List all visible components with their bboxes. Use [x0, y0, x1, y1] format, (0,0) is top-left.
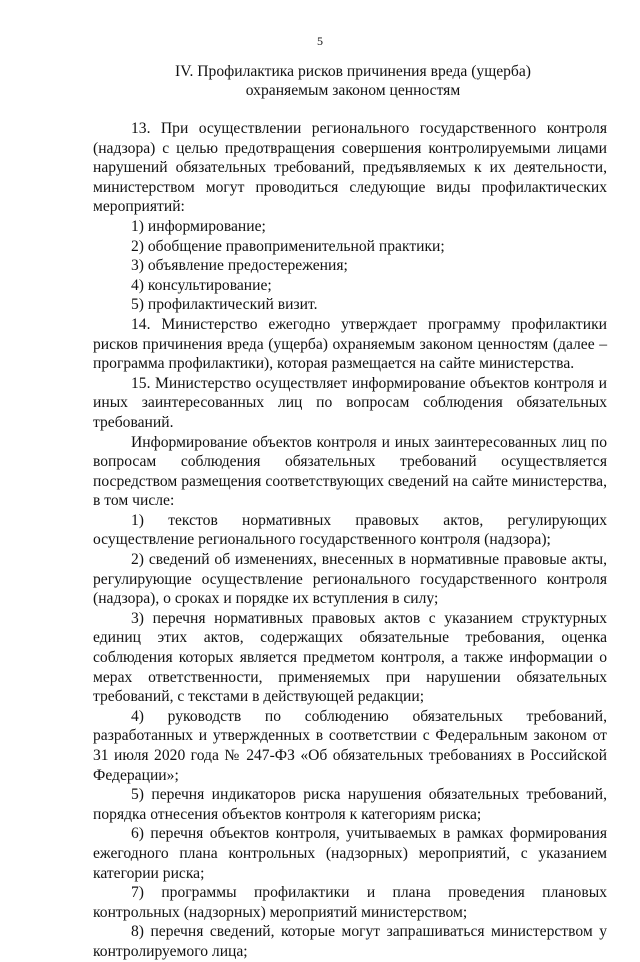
section-heading-line-2: охраняемым законом ценностям: [245, 82, 461, 99]
list-item-guidelines: 4) руководств по соблюдению обязательных требований, разработанных и утвержденных в соответствии с Федеральным законом от 31 июля 2020 года № 247-ФЗ «Об обязательных требованиях в Российской Федерации»;: [93, 707, 607, 784]
paragraph-15: 15. Министерство осуществляет информирование объектов контроля и иных заинтересованных лиц по вопросам соблюдения обязательных требований.: [93, 374, 607, 431]
list-item-warning: 3) объявление предостережения;: [131, 257, 348, 275]
list-item-prevention-program: 7) программы профилактики и плана проведения плановых контрольных (надзорных) мероприятий министерством;: [93, 884, 607, 921]
page-number: 5: [317, 34, 323, 48]
list-item-changes-info: 2) сведений об изменениях, внесенных в нормативные правовые акты, регулирующие осуществление регионального государственного контроля (надзора), о сроках и порядке их вступления в силу;: [93, 551, 607, 608]
list-item-acts-list: 3) перечня нормативных правовых актов с указанием структурных единиц этих актов, содержащих обязательные требования, оценка соблюдения которых является предметом контроля, а также информации о мерах ответственности, применяемых при нарушении обязательных требований, с текстами в действующей редакции;: [93, 609, 607, 706]
list-item-legal-texts: 1) текстов нормативных правовых актов, регулирующих осуществление регионального государственного контроля (надзора);: [93, 511, 607, 549]
paragraph-informing-method: Информирование объектов контроля и иных заинтересованных лиц по вопросам соблюдения обязательных требований осуществляется посредством размещения соответствующих сведений на сайте министерства, в том числе:: [93, 433, 607, 510]
paragraph-13: 13. При осуществлении регионального государственного контроля (надзора) с целью предотвращения совершения контролируемыми лицами нарушений обязательных требований, предъявляемых к их деятельности, министерством могут проводиться следующие виды профилактических мероприятий:: [93, 120, 607, 216]
section-heading-line-1: IV. Профилактика рисков причинения вреда (ущерба): [175, 63, 531, 80]
document-body: [93, 119, 607, 962]
paragraph-14: 14. Министерство ежегодно утверждает программу профилактики рисков причинения вреда (ущерба) охраняемым законом ценностям (далее – программа профилактики), которая размещается на сайте министерства.: [93, 315, 607, 373]
list-item-preventive-visit: 5) профилактический визит.: [131, 296, 318, 314]
list-item-consulting: 4) консультирование;: [131, 276, 272, 294]
list-item-practice-generalization: 2) обобщение правоприменительной практики;: [131, 237, 445, 255]
list-item-informing: 1) информирование;: [131, 217, 266, 235]
section-heading: [93, 62, 613, 100]
list-item-risk-indicators: 5) перечня индикаторов риска нарушения обязательных требований, порядка отнесения объектов контроля к категориям риска;: [93, 786, 607, 823]
list-item-requested-info: 8) перечня сведений, которые могут запрашиваться министерством у контролируемого лица;: [93, 923, 607, 960]
list-item-control-objects: 6) перечня объектов контроля, учитываемых в рамках формирования ежегодного плана контрольных (надзорных) мероприятий, с указанием категории риска;: [93, 825, 607, 882]
